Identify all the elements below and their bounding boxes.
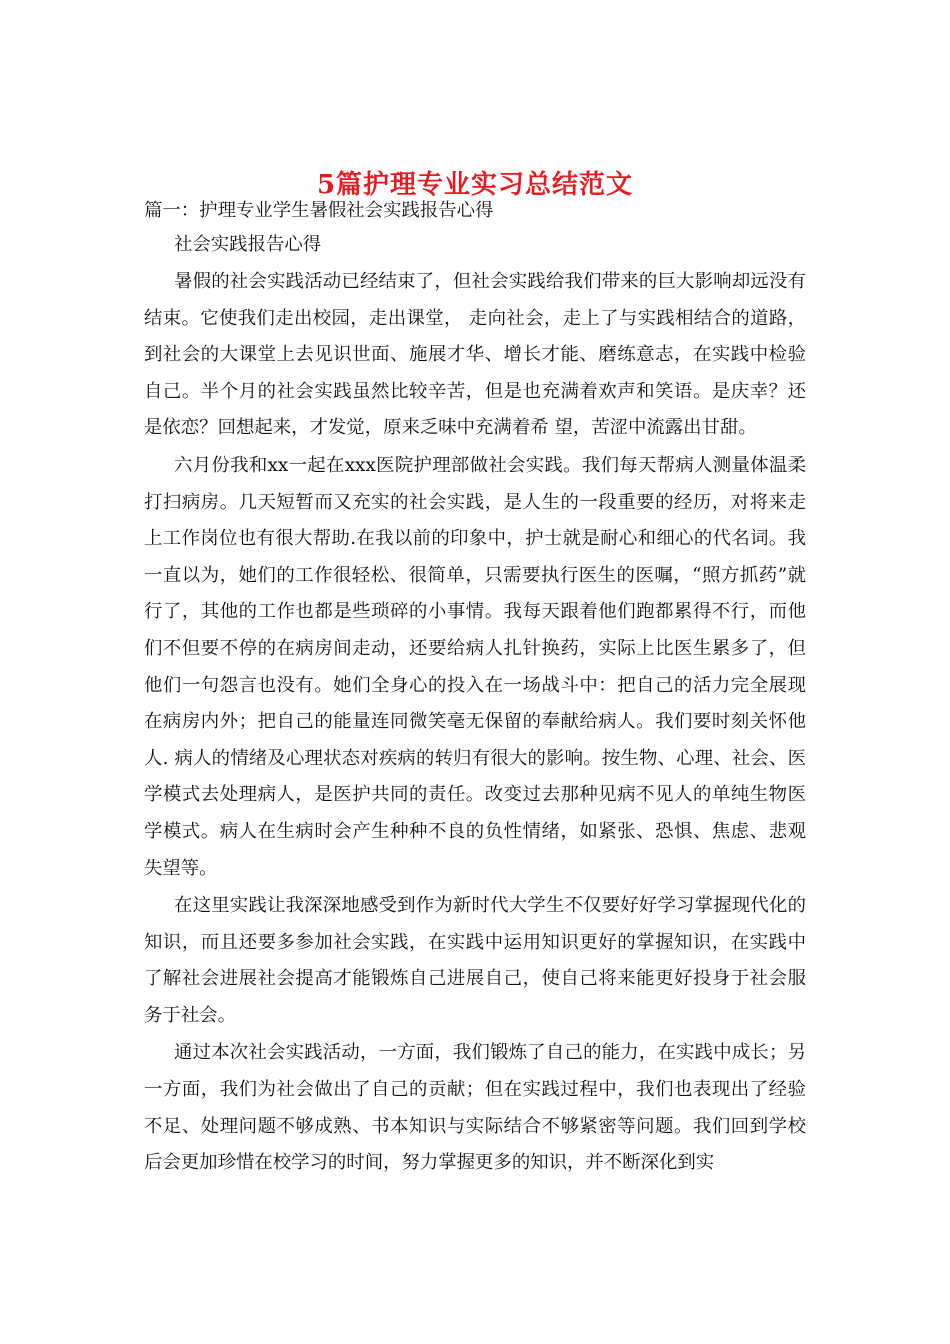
paragraph-3: 在这里实践让我深深地感受到作为新时代大学生不仅要好好学习掌握现代化的知识，而且还要多参加社会实践，在实践中运用知识更好的掌握知识，在实践中了解社会进展社会提高才能锻炼自己进展自己，使自己将来能更好投身于社会服务于社会。	[144, 895, 806, 1026]
document-title: 5篇护理专业实习总结范文	[316, 170, 634, 201]
paragraph-1: 暑假的社会实践活动已经结束了，但社会实践给我们带来的巨大影响却远没有结束。它使我们走出校园，走出课堂， 走向社会，走上了与实践相结合的道路，到社会的大课堂上去见识世面、施展才华、增长才能、磨练意志，在实践中检验自己。半个月的社会实践虽然比较辛苦，但是也充满着欢声和笑语。是庆幸？还是依恋？回想起来，才发觉，原来乏味中充满着希 望，苦涩中流露出甘甜。	[144, 271, 806, 439]
section-heading: 篇一：护理专业学生暑假社会实践报告心得	[144, 200, 494, 221]
paragraph-2: 六月份我和xx一起在xxx医院护理部做社会实践。我们每天帮病人测量体温柔打扫病房。几天短暂而又充实的社会实践，是人生的一段重要的经历，对将来走上工作岗位也有很大帮助.在我以前的印象中，护士就是耐心和细心的代名词。我一直以为，她们的工作很轻松、很简单，只需要执行医生的医嘱，“照方抓药”就行了，其他的工作也都是些琐碎的小事情。我每天跟着他们跑都累得不行，而他们不但要不停的在病房间走动，还要给病人扎针换药，实际上比医生累多了，但他们一句怨言也没有。她们全身心的投入在一场战斗中：把自己的活力完全展现在病房内外；把自己的能量连同微笑毫无保留的奉献给病人。我们要时刻关怀他人. 病人的情绪及心理状态对疾病的转归有很大的影响。按生物、心理、社会、医学模式去处理病人，是医护共同的责任。改变过去那种见病不见人的单纯生物医学模式。病人在生病时会产生种种不良的负性情绪，如紧张、恐惧、焦虑、悲观失望等。	[144, 454, 806, 879]
paragraph-4: 通过本次社会实践活动，一方面，我们锻炼了自己的能力，在实践中成长；另一方面，我们为社会做出了自己的贡献；但在实践过程中，我们也表现出了经验不足、处理问题不够成熟、书本知识与实际结合不够紧密等问题。我们回到学校后会更加珍惜在校学习的时间，努力掌握更多的知识，并不断深化到实	[144, 1042, 806, 1174]
document-body	[144, 194, 806, 1182]
subheading: 社会实践报告心得	[174, 234, 322, 255]
